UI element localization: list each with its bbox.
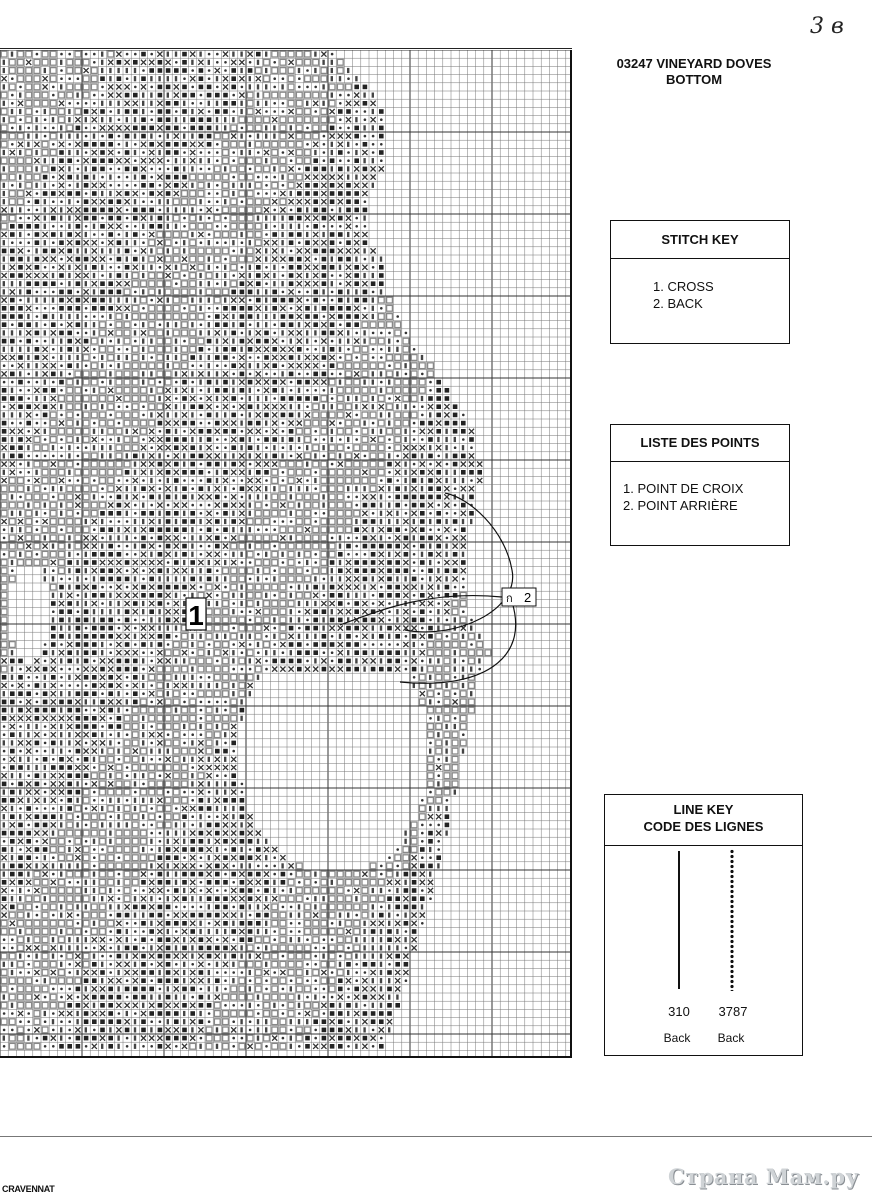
footer-brand: CRAVENNAT: [2, 1184, 55, 1194]
liste-des-points-box: [610, 424, 790, 546]
line-key-box: [604, 794, 803, 1056]
page-bottom-rule: [0, 1136, 872, 1137]
line-key-number: 3787: [718, 1004, 748, 1019]
pattern-title-line1: 03247 VINEYARD DOVES: [616, 56, 772, 71]
liste-des-points-item: 2. POINT ARRIÈRE: [623, 498, 738, 513]
stitch-key-item: 2. BACK: [653, 296, 703, 311]
watermark-logo: Страна Мам.ру: [668, 1164, 860, 1189]
stitch-key-list: [653, 278, 714, 312]
cross-stitch-chart: [0, 50, 572, 1058]
stitch-key-header: STITCH KEY: [611, 221, 789, 259]
stitch-key-item: 1. CROSS: [653, 279, 714, 294]
pattern-title: [604, 56, 784, 88]
dotted-line-sample: [730, 849, 734, 991]
line-key-number: 310: [668, 1004, 690, 1019]
line-key-label: Back: [663, 1031, 691, 1045]
page-number: 3 в: [810, 14, 844, 39]
liste-des-points-header: LISTE DES POINTS: [611, 425, 789, 462]
marker-2-label: 2: [524, 590, 532, 605]
line-key-header-fr: CODE DES LIGNES: [643, 819, 764, 834]
line-key-header-en: LINE KEY: [673, 802, 734, 817]
page-top-rule: [0, 48, 572, 49]
liste-des-points-item: 1. POINT DE CROIX: [623, 481, 744, 496]
marker-1-label: 1: [188, 600, 204, 631]
line-key-label: Back: [717, 1031, 745, 1045]
line-key-header: [605, 795, 802, 846]
chart-grid: [0, 50, 570, 1056]
marker-2-symbol: ก: [506, 592, 513, 605]
solid-line-sample: [678, 851, 680, 989]
liste-des-points-list: [623, 480, 743, 514]
stitch-key-box: [610, 220, 790, 344]
pattern-title-line2: BOTTOM: [665, 72, 723, 87]
